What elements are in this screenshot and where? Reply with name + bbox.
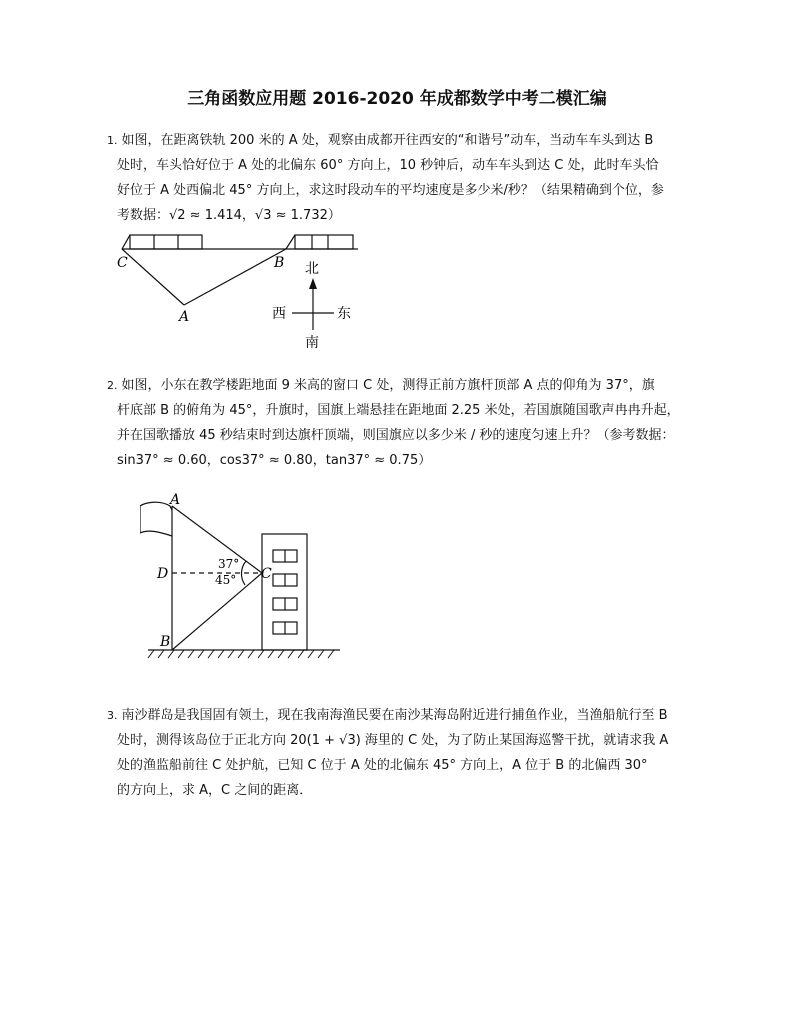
point-label-b: B	[274, 255, 285, 271]
ground-hatching	[148, 650, 334, 658]
point-label-b: B	[160, 634, 171, 650]
flag	[140, 502, 172, 536]
train-car-b	[295, 235, 353, 249]
segment-ca	[122, 249, 184, 305]
sight-line-ca	[172, 506, 262, 573]
point-label-c: C	[261, 566, 272, 582]
problem-text-line: 杆底部 B 的俯角为 45°，升旗时，国旗上端悬挂在距地面 2.25 米处，若国旗随国歌声冉冉升起，	[117, 403, 680, 418]
problem-1	[107, 128, 709, 228]
problem-text-line: 考数据：√2 ≈ 1.414，√3 ≈ 1.732）	[117, 208, 341, 223]
problem-2	[107, 373, 709, 473]
problem-3	[107, 703, 709, 803]
point-label-c: C	[117, 255, 128, 271]
problem-text-line: 处的渔监船前往 C 处护航，已知 C 位于 A 处的北偏东 45° 方向上，A 位于 B 的北偏西 30°	[117, 758, 648, 773]
problem-text-line: 如图，小东在教学楼距地面 9 米高的窗口 C 处，测得正前方旗杆顶部 A 点的仰角为 37°，旗	[121, 378, 655, 393]
point-label-d: D	[157, 566, 169, 582]
problem-text-line: 如图，在距离铁轨 200 米的 A 处，观察由成都开往西安的“和谐号”动车，当动车车头到达 B	[121, 133, 654, 148]
problem-text-line: 的方向上，求 A，C 之间的距离．	[117, 783, 313, 798]
point-label-a: A	[170, 492, 181, 508]
problem-text-line: sin37° ≈ 0.60，cos37° ≈ 0.80，tan37° ≈ 0.75）	[117, 453, 432, 468]
figure-1-railway-diagram	[100, 225, 380, 355]
problem-number: 2.	[107, 379, 118, 392]
segment-ab	[184, 249, 286, 305]
page-title: 三角函数应用题 2016-2020 年成都数学中考二模汇编	[187, 89, 607, 109]
angle-label-37: 37°	[218, 557, 240, 571]
problem-text-line: 处时，测得该岛位于正北方向 20(1 + √3) 海里的 C 处，为了防止某国海巡警干扰，就请求我 A	[117, 733, 669, 748]
problem-number: 3.	[107, 709, 118, 722]
problem-text-line: 南沙群岛是我国固有领土，现在我南海渔民要在南沙某海岛附近进行捕鱼作业，当渔船航行至 B	[121, 708, 668, 723]
compass-north-label: 北	[305, 261, 319, 277]
problem-text-line: 并在国歌播放 45 秒结束时到达旗杆顶端，则国旗应以多少米 / 秒的速度匀速上升？（参考数据：	[117, 428, 675, 443]
angle-label-45: 45°	[215, 573, 237, 587]
problem-text-line: 处时，车头恰好位于 A 处的北偏东 60° 方向上，10 秒钟后，动车车头到达 C 处，此时车头恰	[117, 158, 659, 173]
problem-text-line: 好位于 A 处西偏北 45° 方向上，求这时段动车的平均速度是多少米/秒？（结果精确到个位，参	[117, 183, 664, 198]
point-label-a: A	[179, 309, 190, 325]
compass-south-label: 南	[305, 335, 319, 351]
problem-number: 1.	[107, 134, 118, 147]
compass-east-label: 东	[337, 306, 351, 322]
figure-2-flagpole-diagram	[140, 488, 340, 664]
compass-west-label: 西	[272, 306, 286, 322]
north-arrow-icon	[309, 278, 317, 289]
train-car-c	[130, 235, 202, 249]
